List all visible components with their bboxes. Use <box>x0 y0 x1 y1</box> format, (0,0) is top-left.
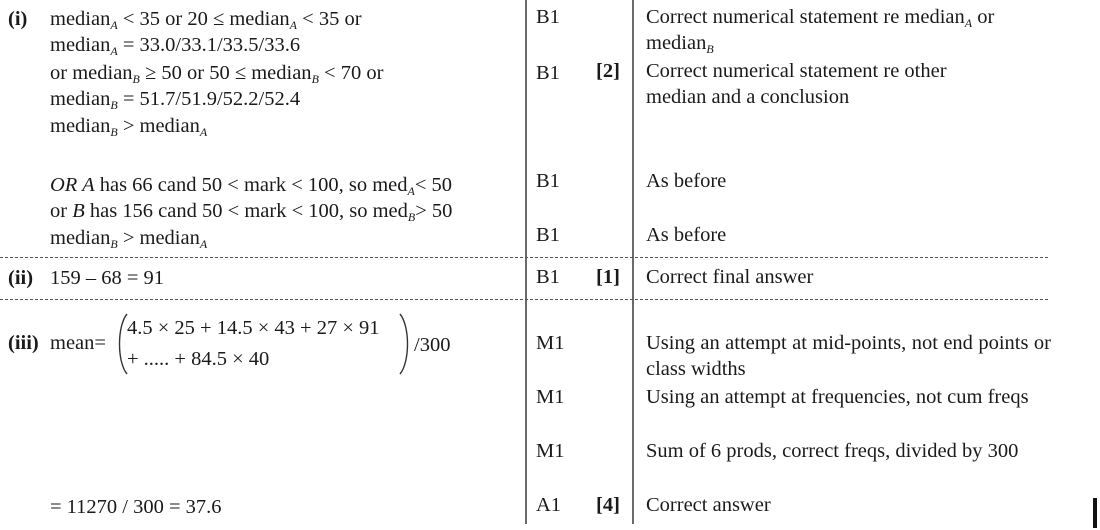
column-border-marks-right <box>632 0 634 524</box>
working-line: median$_A$ = 33.0/33.1/33.5/33.6 <box>50 34 301 58</box>
part-label: (ii) <box>8 267 34 289</box>
numerator-line-2: + ..... + 84.5 × 40 <box>127 348 270 370</box>
mark-code: A1 <box>536 494 562 516</box>
alt-working-line: or B has 156 cand 50 < mark < 100, so med$_B$> 50 <box>50 200 453 224</box>
mark-comment: Correct final answer <box>646 266 814 288</box>
mark-total: [2] <box>596 60 620 82</box>
part-label: (iii) <box>8 332 39 354</box>
mark-code: B1 <box>536 266 560 288</box>
result-line: = 11270 / 300 = 37.6 <box>50 496 222 518</box>
mark-code: B1 <box>536 6 560 28</box>
mark-code: B1 <box>536 62 560 84</box>
working-line: median$_A$ < 35 or 20 ≤ median$_A$ < 35 or <box>50 8 362 32</box>
working-line: 159 – 68 = 91 <box>50 267 165 289</box>
mark-comment: Using an attempt at mid-points, not end points or class widths <box>646 332 1051 380</box>
column-border-marks-left <box>525 0 527 524</box>
mark-comment: Sum of 6 prods, correct freqs, divided by 300 <box>646 440 1019 462</box>
row-divider-ii-iii <box>0 299 1048 300</box>
mark-code: M1 <box>536 386 565 408</box>
divisor: /300 <box>414 334 451 356</box>
alt-working-line: OR A has 66 cand 50 < mark < 100, so med$_A$< 50 <box>50 174 453 198</box>
mark-comment: Correct numerical statement re median$_A$ or median$_B$ <box>646 6 995 56</box>
mark-code: M1 <box>536 332 565 354</box>
mark-comment: Correct numerical statement re other median and a conclusion <box>646 60 947 108</box>
mark-comment: Using an attempt at frequencies, not cum freqs <box>646 386 1029 408</box>
numerator-line-1: 4.5 × 25 + 14.5 × 43 + 27 × 91 <box>127 317 380 339</box>
mark-code: M1 <box>536 440 565 462</box>
row-divider-i-ii <box>0 257 1048 258</box>
working-line: or median$_B$ ≥ 50 or 50 ≤ median$_B$ < 70 or <box>50 62 384 86</box>
mean-label: mean= <box>50 332 106 354</box>
mark-total: [4] <box>596 494 620 516</box>
mark-code: B1 <box>536 170 560 192</box>
alt-working-line: median$_B$ > median$_A$ <box>50 227 208 251</box>
mark-total: [1] <box>596 266 620 288</box>
working-line: median$_B$ = 51.7/51.9/52.2/52.4 <box>50 88 301 112</box>
working-line: median$_B$ > median$_A$ <box>50 115 208 139</box>
mark-comment: As before <box>646 224 727 246</box>
part-label: (i) <box>8 8 28 30</box>
text-cursor <box>1093 498 1097 528</box>
mark-code: B1 <box>536 224 560 246</box>
mark-comment: Correct answer <box>646 494 771 516</box>
mark-comment: As before <box>646 170 727 192</box>
right-parenthesis-icon <box>398 312 412 376</box>
